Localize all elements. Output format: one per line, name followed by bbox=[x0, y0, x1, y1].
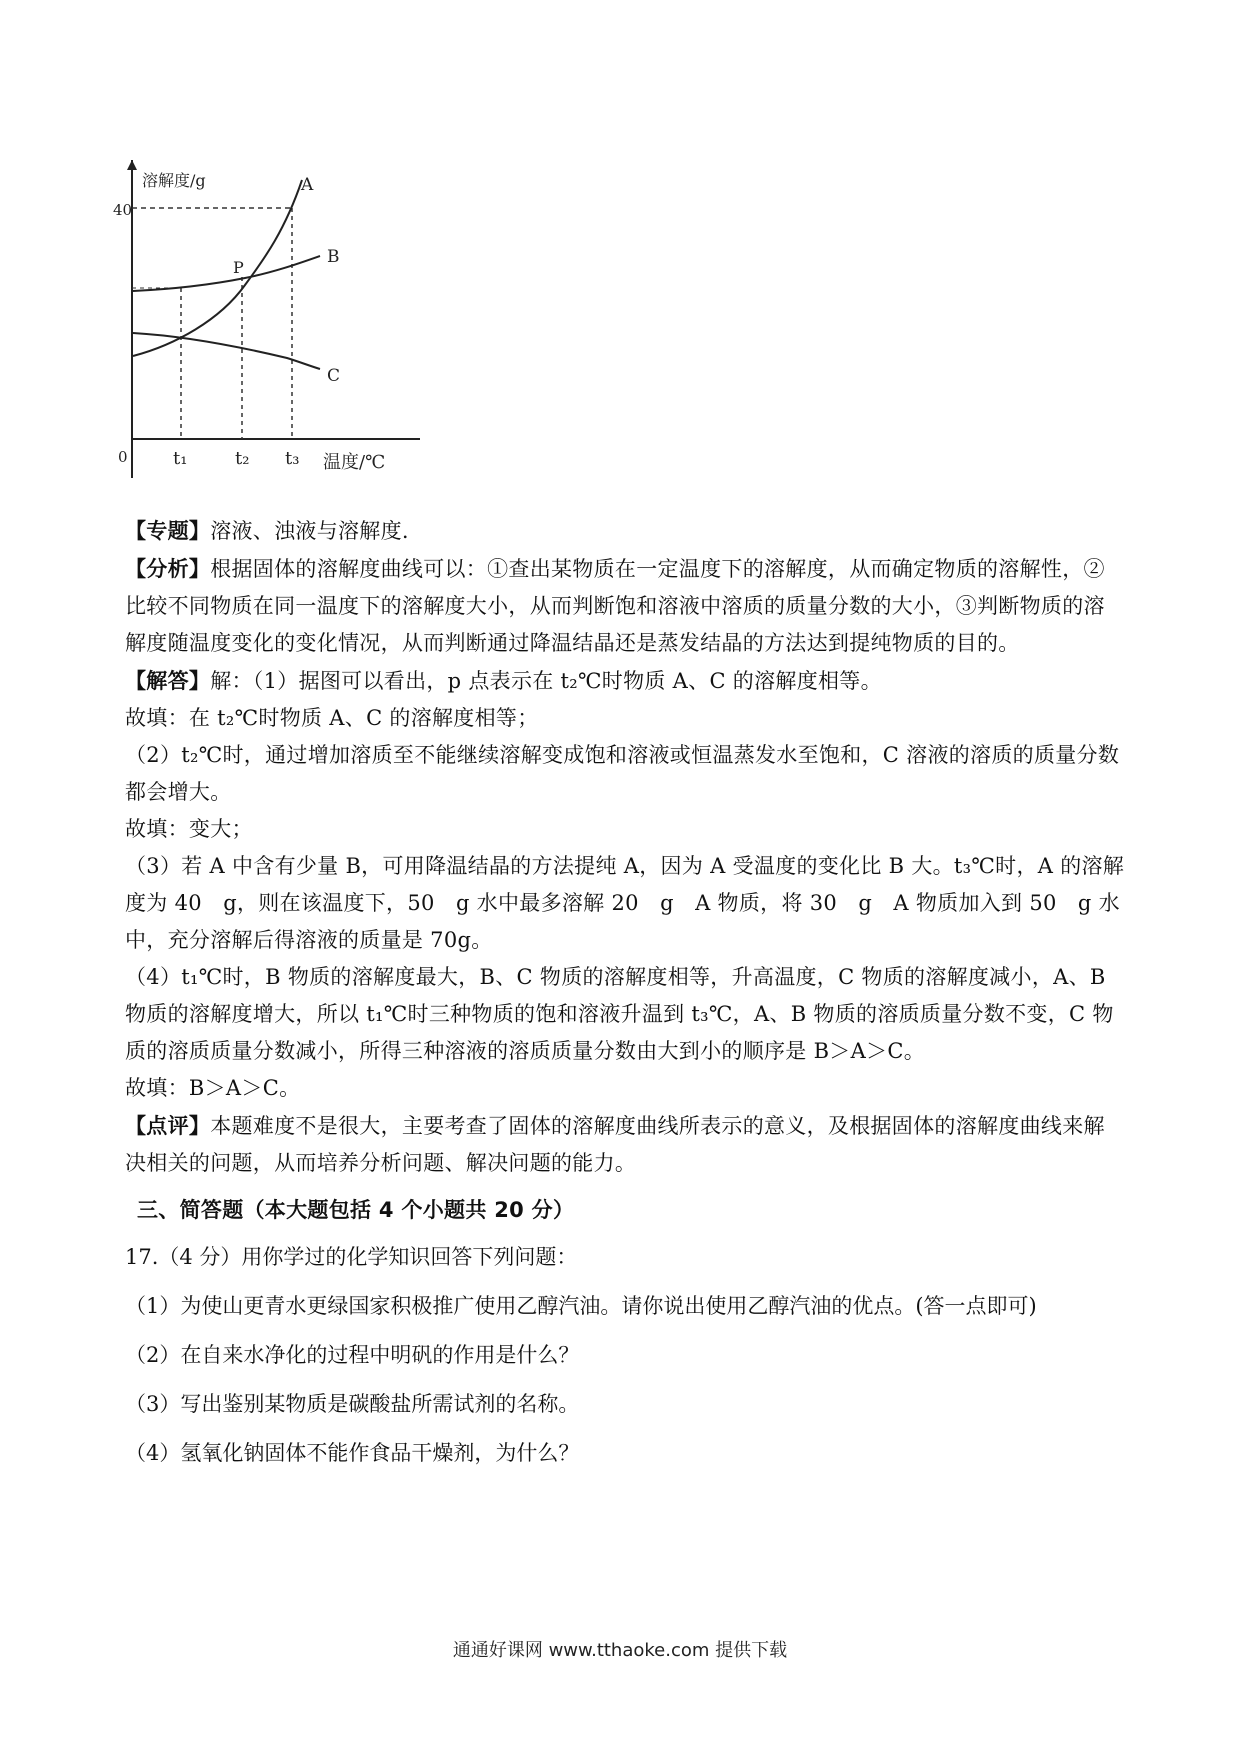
y-axis-label: 溶解度/g bbox=[142, 171, 206, 190]
series-label-C: C bbox=[327, 366, 341, 386]
question-17-item-3: （3）写出鉴别某物质是碳酸盐所需试剂的名称。 bbox=[125, 1392, 580, 1416]
series-label-B: B bbox=[327, 247, 340, 267]
question-17-item-1: （1）为使山更青水更绿国家积极推广使用乙醇汽油。请你说出使用乙醇汽油的优点。(答一点即可) bbox=[125, 1294, 1037, 1318]
answer-line-4: 故填：变大； bbox=[125, 817, 253, 841]
y-axis-arrow bbox=[127, 160, 137, 170]
solution-content bbox=[125, 512, 1125, 1478]
comment-paragraph bbox=[125, 1107, 1125, 1182]
analysis-tag: 【分析】 bbox=[125, 556, 211, 581]
answer-paragraph-1 bbox=[125, 662, 1125, 700]
point-label-P: P bbox=[233, 258, 244, 277]
answer-line-5: （3）若 A 中含有少量 B，可用降温结晶的方法提纯 A，因为 A 受温度的变化比 B 大。t₃℃时，A 的溶解度为 40 g，则在该温度下，50 g 水中最多溶解 20 g A 物质，将 30 g A 物质加入到 50 g 水中，充分溶解后得溶液的质量是 70g。 bbox=[125, 854, 1125, 952]
answer-tag: 【解答】 bbox=[125, 668, 211, 693]
answer-line-6: （4）t₁℃时，B 物质的溶解度最大，B、C 物质的溶解度相等，升高温度，C 物质的溶解度减小，A、B 物质的溶解度增大，所以 t₁℃时三种物质的饱和溶液升温到 t₃℃，A、B 物质的溶质质量分数不变，C 物质的溶质质量分数减小，所得三种溶液的溶质质量分数由大到小的顺序是 B＞A＞C。 bbox=[125, 965, 1114, 1063]
series-label-A: A bbox=[301, 175, 314, 195]
analysis-text: 根据固体的溶解度曲线可以：①查出某物质在一定温度下的溶解度，从而确定物质的溶解性，②比较不同物质在同一温度下的溶解度大小，从而判断饱和溶液中溶质的质量分数的大小，③判断物质的溶解度随温度变化的变化情况，从而判断通过降温结晶还是蒸发结晶的方法达到提纯物质的目的。 bbox=[125, 557, 1105, 655]
x-tick-t1: t₁ bbox=[173, 448, 188, 469]
analysis-paragraph bbox=[125, 550, 1125, 662]
answer-line-2: 故填：在 t₂℃时物质 A、C 的溶解度相等； bbox=[125, 706, 539, 730]
page-footer: 通通好课网 www.tthaoke.com 提供下载 bbox=[452, 1640, 788, 1661]
x-axis-label: 温度/℃ bbox=[323, 452, 386, 473]
topic-paragraph bbox=[125, 512, 1125, 550]
question-17-item-4: （4）氢氧化钠固体不能作食品干燥剂，为什么？ bbox=[125, 1441, 580, 1465]
section-title: 三、简答题（本大题包括 4 个小题共 20 分） bbox=[137, 1198, 575, 1222]
comment-text: 本题难度不是很大，主要考查了固体的溶解度曲线所表示的意义，及根据固体的溶解度曲线来解决相关的问题，从而培养分析问题、解决问题的能力。 bbox=[125, 1114, 1105, 1175]
topic-text: 溶液、浊液与溶解度. bbox=[210, 519, 409, 543]
y-tick-40: 40 bbox=[113, 201, 133, 219]
x-tick-t3: t₃ bbox=[285, 448, 300, 469]
solubility-chart bbox=[115, 160, 475, 490]
x-tick-t2: t₂ bbox=[235, 448, 250, 469]
answer-line-7: 故填：B＞A＞C。 bbox=[125, 1076, 301, 1100]
question-17-stem: 17.（4 分）用你学过的化学知识回答下列问题： bbox=[125, 1245, 578, 1269]
origin-label: 0 bbox=[118, 448, 128, 466]
comment-tag: 【点评】 bbox=[125, 1113, 211, 1138]
series-line-A bbox=[133, 180, 302, 356]
topic-tag: 【专题】 bbox=[125, 518, 211, 543]
answer-line-1: 解：（1）据图可以看出，p 点表示在 t₂℃时物质 A、C 的溶解度相等。 bbox=[210, 669, 882, 693]
answer-line-3: （2）t₂℃时，通过增加溶质至不能继续溶解变成饱和溶液或恒温蒸发水至饱和，C 溶液的溶质的质量分数都会增大。 bbox=[125, 743, 1120, 804]
question-17-item-2: （2）在自来水净化的过程中明矾的作用是什么？ bbox=[125, 1343, 580, 1367]
